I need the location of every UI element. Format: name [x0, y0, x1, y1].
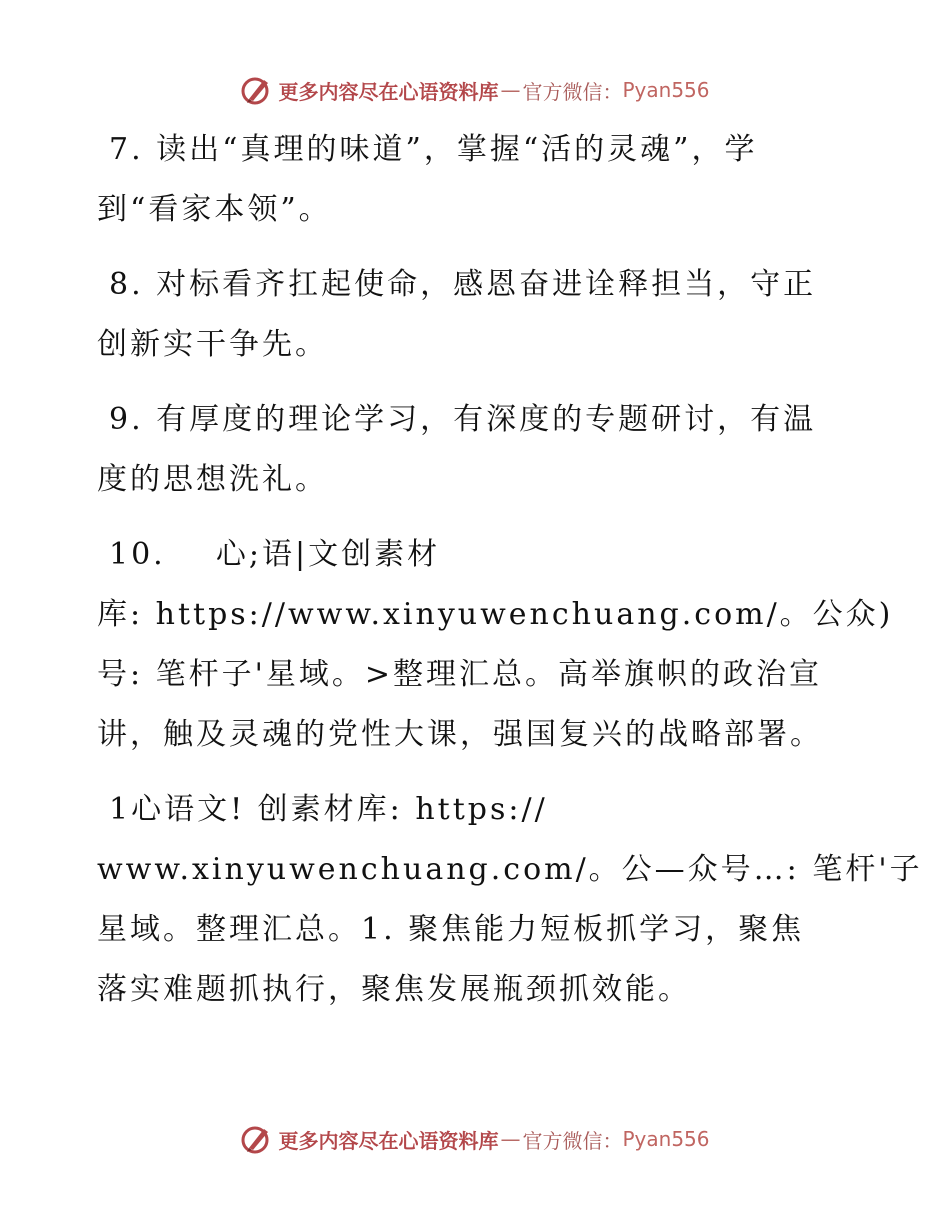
paragraph-8: [97, 255, 857, 375]
paragraph-line: 星域。整理汇总。1. 聚焦能力短板抓学习，聚焦: [97, 912, 805, 947]
pen-logo-icon: [240, 74, 272, 106]
paragraph-line: 8. 对标看齐扛起使命，感恩奋进诠释担当，守正: [109, 267, 817, 302]
banner-separator: —: [500, 1127, 521, 1151]
pen-logo-icon: [240, 1123, 272, 1155]
paragraph-line: 7. 读出“真理的味道”，掌握“活的灵魂”，学: [109, 132, 758, 167]
paragraph-line: 9. 有厚度的理论学习，有深度的专题研讨，有温: [109, 402, 817, 437]
paragraph-9: [97, 390, 857, 510]
paragraph-line: 度的思想洗礼。: [97, 462, 328, 497]
paragraph-line: 落实难题抓执行，聚焦发展瓶颈抓效能。: [97, 972, 691, 1007]
footer-watermark: [0, 1119, 950, 1159]
paragraph-line: 创新实干争先。: [97, 327, 328, 362]
paragraph-line: 10. 心;语|文创素材: [109, 537, 441, 572]
banner-brand-text: 更多内容尽在心语资料库: [278, 79, 499, 104]
banner-official-label: 官方微信：: [522, 1128, 623, 1153]
paragraph-10: [97, 525, 894, 765]
banner-official-label: 官方微信：: [522, 79, 623, 104]
paragraph-line: 到“看家本领”。: [97, 192, 332, 227]
paragraph-line: 库: https://www.xinyuwenchuang.com/。公众): [97, 597, 894, 632]
paragraph-line: 号: 笔杆子'星域。>整理汇总。高举旗帜的政治宣: [97, 657, 823, 692]
header-watermark: [0, 70, 950, 110]
paragraph-line: 讲，触及灵魂的党性大课，强国复兴的战略部署。: [97, 717, 823, 752]
paragraph-line: www.xinyuwenchuang.com/。公—众号…: 笔杆'子: [97, 852, 923, 887]
paragraph-11: [97, 780, 923, 1020]
paragraph-7: [97, 120, 857, 240]
document-body: [97, 120, 923, 1035]
banner-wechat-id: Pyan556: [622, 78, 710, 102]
banner-wechat-id: Pyan556: [622, 1127, 710, 1151]
paragraph-line: 1心语文! 创素材库: https://: [109, 792, 548, 827]
banner-separator: —: [500, 78, 521, 102]
banner-brand-text: 更多内容尽在心语资料库: [278, 1128, 499, 1153]
